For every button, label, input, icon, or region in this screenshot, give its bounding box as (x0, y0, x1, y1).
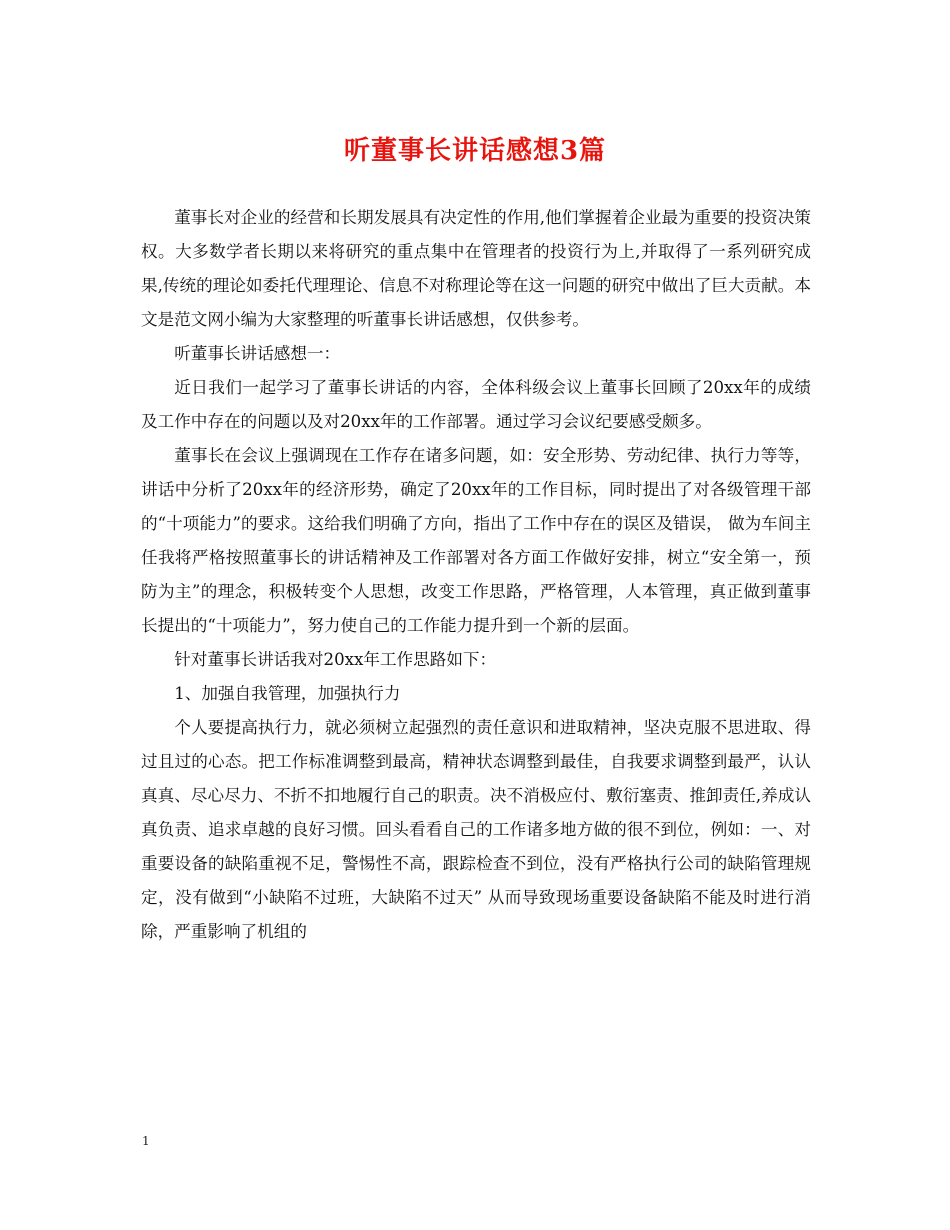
paragraph-item-1-heading: 1、加强自我管理，加强执行力 (174, 684, 401, 703)
document-title: 听董事长讲话感想3篇 (343, 136, 607, 166)
paragraph-section-heading: 听董事长讲话感想一： (174, 344, 341, 363)
page-number: 1 (142, 1134, 150, 1148)
paragraph-execution: 个人要提高执行力，就必须树立起强烈的责任意识和进取精神，坚决克服不思进取、得过且过的心态。把工作标准调整到最高，精神状态调整到最佳，自我要求调整到最严，认认真真、尽心尽力、不折不扣地履行自己的职责。决不消极应付、敷衍塞责、推卸责任,养成认真负责、追求卓越的良好习惯。回头看看自己的工作诸多地方做的很不到位，例如：一、对重要设备的缺陷重视不足，警惕性不高，跟踪检查不到位，没有严格执行公司的缺陷管理规定，没有做到“小缺陷不过班，大缺陷不过天” 从而导致现场重要设备缺陷不能及时进行消除，严重影响了机组的 (141, 718, 811, 941)
paragraph-chairman-emphasis: 董事长在会议上强调现在工作存在诸多问题，如：安全形势、劳动纪律、执行力等等，讲话中分析了20xx年的经济形势，确定了20xx年的工作目标，同时提出了对各级管理干部的“十项能力”的要求。这给我们明确了方向，指出了工作中存在的误区及错误， 做为车间主任我将严格按照董事长的讲话精神及工作部署对各方面工作做好安排，树立“安全第一，预防为主”的理念，积极转变个人思想，改变工作思路，严格管理，人本管理，真正做到董事长提出的“十项能力”，努力使自己的工作能力提升到一个新的层面。 (141, 446, 811, 635)
paragraph-work-plan-heading: 针对董事长讲话我对20xx年工作思路如下： (174, 650, 497, 669)
document-body (141, 201, 811, 949)
paragraph-intro: 董事长对企业的经营和长期发展具有决定性的作用,他们掌握着企业最为重要的投资决策权。大多数学者长期以来将研究的重点集中在管理者的投资行为上,并取得了一系列研究成果,传统的理论如委托代理理论、信息不对称理论等在这一问题的研究中做出了巨大贡献。本文是范文网小编为大家整理的听董事长讲话感想，仅供参考。 (141, 208, 811, 329)
paragraph-meeting-summary: 近日我们一起学习了董事长讲话的内容，全体科级会议上董事长回顾了20xx年的成绩及工作中存在的问题以及对20xx年的工作部署。通过学习会议纪要感受颇多。 (141, 378, 811, 431)
